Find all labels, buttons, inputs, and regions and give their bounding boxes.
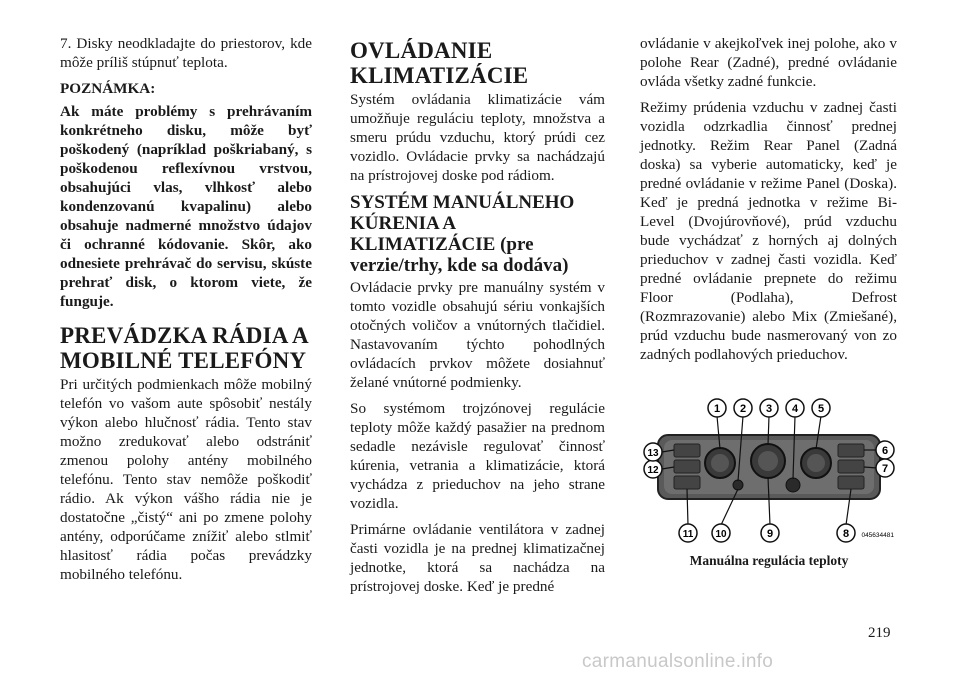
climate-paragraph-3: So systémom trojzónovej regulácie teploty môže každý pasažier na prednom sedadle nezávisle regulovať činnosť kúrenia, vetrania a klimatizácie, ktorá vychádza z prieduchov na jeho strane vozidla. (350, 400, 605, 512)
figure-code: 045634481 (861, 532, 894, 539)
left-button-bot (674, 476, 700, 489)
callout-8-label: 8 (842, 528, 850, 540)
note-body: Ak máte problémy s prehrávaním konkrétneho disku, môže byť poškodený (napríklad poškriabaný, s poškodenou reflexívnou vrstvou, obsahujúci vlas, vlhkosť alebo kondenzovanú kvapalinu) alebo obsahuje nadmerné množstvo údajov či ochranné kódovanie. Skôr, ako odnesiete prehrávač do servisu, skúste prehrať disk, o ktorom viete, že funguje. (60, 103, 312, 310)
knob-left-cap (711, 454, 729, 472)
rear-paragraph-1: ovládanie v akejkoľvek inej polohe, ako v polohe Rear (Zadné), predné ovládanie ovláda všetky zadné funkcie. (640, 35, 897, 90)
callout-3-label: 3 (765, 403, 773, 415)
knob-right-cap (807, 454, 825, 472)
subheading-manual-system: SYSTÉM MANUÁLNEHO KÚRENIA A KLIMATIZÁCIE (pre verzie/trhy, kde sa dodáva) (350, 192, 575, 276)
callout-9-label: 9 (766, 528, 774, 540)
callout-4-label: 4 (791, 403, 799, 415)
callout-1-label: 1 (713, 403, 721, 415)
callout-6-label: 6 (881, 445, 889, 457)
climate-control-figure (640, 397, 898, 545)
right-button-bot (838, 476, 864, 489)
callout-7-label: 7 (881, 463, 889, 475)
rear-paragraph-2: Režimy prúdenia vzduchu v zadnej časti vozidla odzrkadlia činnosť prednej jednotky. Režim Rear Panel (Zadná doska) sa vyberie automaticky, keď je predné ovládanie v režime Panel (Doska). Keď je predná jednotka v režime Bi-Level (Dvojúrovňové), prúd vzduchu bude vychádzať z horných aj dolných prieduchov v zadnej časti vozidla. Keď predné ovládanie prepnete do režimu Floor (Podlaha), Defrost (Rozmrazovanie) alebo Mix (Zmiešané), prúd vzduchu bude nasmerovaný von zo zadných podlahových prieduchov. (640, 99, 897, 363)
watermark-text: carmanualsonline.info (582, 651, 774, 672)
callout-10-label: 10 (715, 529, 727, 540)
knob-center-cap (758, 451, 778, 471)
climate-paragraph-1: Systém ovládania klimatizácie vám umožňuje reguláciu teploty, množstva a smeru prúdu vzduchu, ktorý prúdi cez vozidlo. Ovládacie prvky sa nachádzajú na prístrojovej doske pod rádiom. (350, 91, 605, 184)
column-right (640, 34, 897, 371)
callout-13-label: 13 (647, 448, 659, 459)
column-left (60, 34, 312, 591)
climate-paragraph-4: Primárne ovládanie ventilátora v zadnej časti vozidla je na prednej klimatizačnej jednotke, ktorá sa nachádza na prístrojovej doske. Keď je predné (350, 521, 605, 595)
section-heading-radio: PREVÁDZKA RÁDIA A MOBILNÉ TELEFÓNY (60, 323, 308, 373)
callout-5-label: 5 (817, 403, 825, 415)
climate-panel-illustration (640, 397, 898, 545)
left-button-top (674, 444, 700, 457)
callout-2-label: 2 (739, 403, 747, 415)
callout-12-label: 12 (647, 465, 659, 476)
callout-11-label: 11 (682, 529, 694, 540)
left-button-mid (674, 460, 700, 473)
note-title: POZNÁMKA: (60, 80, 156, 97)
right-button-top (838, 444, 864, 457)
section-heading-climate: OVLÁDANIE KLIMATIZÁCIE (350, 38, 529, 88)
intro-text: 7. Disky neodkladajte do priestorov, kde môže príliš stúpnuť teplota. (60, 35, 312, 71)
small-button-left (733, 480, 743, 490)
page-number: 219 (868, 625, 891, 641)
small-button-right (786, 478, 800, 492)
radio-paragraph: Pri určitých podmienkach môže mobilný telefón vo vašom aute spôsobiť nestály výkon alebo hlučnosť rádia. Tento stav možno zredukovať alebo odstrániť zmenou polohy antény mobilného telefónu. Tento stav nemôže poškodiť rádio. Ak výkon vášho rádia nie je dostatočne „čistý“ ani po zmene polohy antény, odporúčame znížiť alebo stlmiť hlasitosť rádia počas prevádzky mobilného telefónu. (60, 376, 312, 583)
climate-paragraph-2: Ovládacie prvky pre manuálny systém v tomto vozidle obsahujú sériu vonkajších otočných voličov a vnútorných tlačidiel. Nastavovaním týchto pohodlných ovládacích prvkov môžete dosiahnuť želané vnútorné podmienky. (350, 279, 605, 391)
column-middle (350, 34, 605, 603)
figure-caption: Manuálna regulácia teploty (689, 553, 849, 568)
right-button-mid (838, 460, 864, 473)
